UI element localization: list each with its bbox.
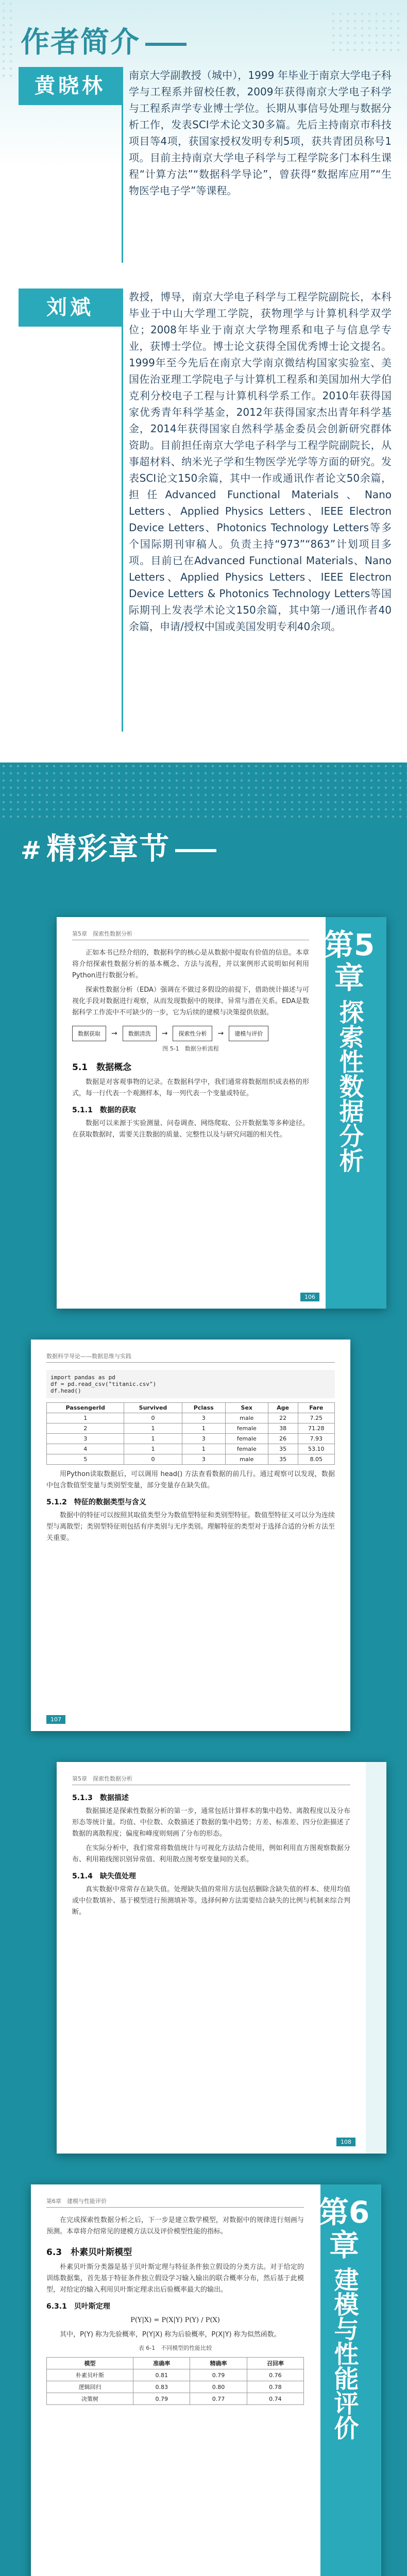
code-block: import pandas as pd df = pd.read_csv("titanic.csv") df.head() xyxy=(46,1370,335,1398)
arrow-right-icon: → xyxy=(161,1029,168,1038)
paragraph: 数据描述是探索性数据分析的第一步，通常包括计算样本的集中趋势、离散程度以及分布形态等统计量。均值、中位数、众数描述了数据的集中趋势；方差、标准差、四分位距描述了数据的离散程度；偏度和峰度则刻画了分布的形态。 xyxy=(72,1807,350,1838)
running-head: 第5章 探索性数据分析 xyxy=(72,1772,350,1785)
table-caption: 表 6-1 不同模型的性能比较 xyxy=(138,2345,212,2351)
paragraph: 数据中的特征可以按照其取值类型分为数值型特征和类别型特征。数值型特征又可以分为连续型与离散型；类别型特征则包括有序类别与无序类别。理解特征的类型对于选择合适的分析方法至关重要。 xyxy=(46,1512,335,1542)
column-header: 模型 xyxy=(47,2358,133,2369)
sample-chapter-section xyxy=(0,762,407,2576)
table-row: 决策树 0.79 0.77 0.74 xyxy=(47,2393,304,2405)
arrow-right-icon: → xyxy=(217,1029,224,1038)
section-heading: 5.1 数据概念 xyxy=(72,1062,132,1073)
decor-dots xyxy=(0,0,15,77)
page-1-body xyxy=(72,927,309,1144)
table-row: 5 0 3 male 35 8.05 xyxy=(47,1454,335,1465)
book-page-3 xyxy=(57,1762,386,2154)
arrow-right-icon: → xyxy=(111,1029,117,1038)
page-number: 106 xyxy=(300,1293,319,1301)
paragraph: 探索性数据分析（EDA）强调在不做过多假设的前提下，借助统计描述与可视化手段对数据进行观察，从而发现数据中的规律、异常与潜在关系。EDA是数据科学工作流中不可缺少的一步，它为后续的建模与决策提供依据。 xyxy=(72,986,309,1016)
column-header: Sex xyxy=(225,1403,268,1413)
table-header-row xyxy=(47,1403,335,1413)
subsection-heading: 5.1.4 缺失值处理 xyxy=(72,1872,136,1880)
section-heading: 6.3 朴素贝叶斯模型 xyxy=(46,2247,132,2258)
formula: P(Y|X) = P(X|Y) P(Y) / P(X) xyxy=(130,2316,220,2324)
flow-step: 数据获取 xyxy=(72,1026,106,1041)
paragraph: 正如本书已经介绍的，数据科学的核心是从数据中提取有价值的信息。本章将介绍探索性数据分析的基本概念、方法与流程，并以案例形式说明如何利用Python进行数据分析。 xyxy=(72,949,309,979)
column-header: 准确率 xyxy=(133,2358,190,2369)
column-header: Age xyxy=(268,1403,298,1413)
decor-dots xyxy=(0,762,407,819)
bio-divider xyxy=(122,289,123,732)
table-row: 朴素贝叶斯 0.81 0.79 0.76 xyxy=(47,2369,304,2381)
table-row: 1 0 3 male 22 7.25 xyxy=(47,1413,335,1423)
table-row: 逻辑回归 0.83 0.80 0.78 xyxy=(47,2381,304,2393)
table-header-row xyxy=(47,2358,304,2369)
subsection-heading: 5.1.2 特征的数据类型与含义 xyxy=(46,1498,146,1506)
page-3-body xyxy=(72,1772,350,1921)
column-header: Survived xyxy=(124,1403,182,1413)
author-bio-2: 教授，博导，南京大学电子科学与工程学院副院长，本科毕业于中山大学理工学院，获物理学与计算机科学双学位；2008年毕业于南京大学物理系和电子与信息学专业，获博士学位。博士论文获得全国优秀博士论文提名。1999年至今先后在南京大学南京微结构国家实验室、美国佐治亚理工学院电子与计算机工程系和美国加州大学伯克利分校电子工程与计算机科学系工作。2010年获得国家优秀青年科学基金，2012年获得国家杰出青年科学基金，2014年获得国家自然科学基金委员会创新研究群体资助。目前担任南京大学电子科学与工程学院副院长，从事超材料、纳米光子学和生物医学光学等方面的研究。发表SCI论文150余篇，其中一作或通讯作者论文50余篇，担任Advanced Functional Materials、Nano Letters、Applied Physics Letters、IEEE Electron Device Letters、Photonics Technology Letters等多个国际期刊审稿人。负责主持“973”“863”计划项目多项。目前已在Advanced Functional Materials、Nano Letters、Applied Physics Letters、IEEE Electron Device Letters & Photonics Technology Letters等国际期刊上发表学术论文150余篇，其中第一/通讯作者40余篇，申请/授权中国或美国发明专利40余项。 xyxy=(129,291,392,633)
hash-icon: # xyxy=(21,836,43,865)
running-head: 数据科学导论——数据思维与实践 xyxy=(46,1350,335,1363)
author-name-1: 黄晓林 xyxy=(19,67,122,105)
flow-step: 数据清洗 xyxy=(123,1026,157,1041)
flow-step: 探索性分析 xyxy=(173,1026,212,1041)
subsection-heading: 6.3.1 贝叶斯定理 xyxy=(46,2302,110,2311)
running-head: 第6章 建模与性能评价 xyxy=(46,2195,304,2208)
running-head: 第5章 探索性数据分析 xyxy=(72,927,309,940)
page-edge-tab xyxy=(366,1762,386,2154)
paragraph: 数据可以来源于实验测量、问卷调查、网络爬取、公开数据集等多种途径。在获取数据时，需要关注数据的质量、完整性以及与研究问题的相关性。 xyxy=(72,1120,309,1139)
column-header: Fare xyxy=(298,1403,334,1413)
author-bio-1: 南京大学副教授（城中），1999 年毕业于南京大学电子科学与工程系并留校任教，2009年获得南京大学电子科学与工程系声学专业博士学位。长期从事信号处理与数据分析工作，发表SCI学术论文30多篇。先后主持南京市科技项目等4项，获国家授权发明专利5项，获共青团员称号1项。目前主持南京大学电子科学与工程学院多门本科生课程“计算方法”“数据科学导论”，曾获得“数据库应用”“生物医学电子学”等课程。 xyxy=(129,69,392,197)
column-header: PassengerId xyxy=(47,1403,124,1413)
book-page-4 xyxy=(31,2184,381,2576)
figure-caption: 图 5-1 数据分析流程 xyxy=(162,1045,219,1052)
decor-dots xyxy=(330,10,402,52)
paragraph: 真实数据中常常存在缺失值。处理缺失值的常用方法包括删除含缺失值的样本、使用均值或中位数填补、基于模型进行预测填补等。选择何种方法需要结合缺失的比例与机制来综合判断。 xyxy=(72,1886,350,1916)
bio-divider xyxy=(122,67,123,263)
sample-section-title: # 精彩章节 xyxy=(21,824,216,868)
book-page-2 xyxy=(31,1340,350,1731)
paragraph: 朴素贝叶斯分类器是基于贝叶斯定理与特征条件独立假设的分类方法。对于给定的训练数据集，首先基于特征条件独立假设学习输入输出的联合概率分布，然后基于此模型，对给定的输入利用贝叶斯定理求出后验概率最大的输出。 xyxy=(46,2263,304,2294)
flow-diagram xyxy=(72,1026,309,1041)
chapter-5-title: 第5章 探索性数据分析 xyxy=(324,927,375,1173)
column-header: 精确率 xyxy=(190,2358,247,2369)
paragraph: 数据是对客观事物的记录。在数据科学中，我们通常将数据组织成表格的形式，每一行代表一个观测样本，每一列代表一个变量或特征。 xyxy=(72,1078,309,1097)
page-number: 108 xyxy=(336,2138,355,2146)
table-row: 2 1 1 female 38 71.28 xyxy=(47,1423,335,1434)
author-section xyxy=(0,0,407,762)
subsection-heading: 5.1.3 数据描述 xyxy=(72,1794,129,1802)
table-row: 4 1 1 female 35 53.10 xyxy=(47,1444,335,1454)
author-name-2: 刘斌 xyxy=(19,289,122,327)
book-page-1 xyxy=(57,917,386,1309)
table-row: 3 1 3 female 26 7.93 xyxy=(47,1434,335,1444)
paragraph: 在完成探索性数据分析之后，下一步是建立数学模型，对数据中的规律进行刻画与预测。本章将介绍常见的建模方法以及评价模型性能的指标。 xyxy=(46,2216,304,2235)
page-4-body xyxy=(46,2195,304,2409)
paragraph: 用Python读取数据后，可以调用 head() 方法查看数据的前几行。通过观察可以发现，数据中包含数值型变量与类别型变量，部分变量存在缺失值。 xyxy=(46,1470,335,1489)
author-section-title: 作者简介 xyxy=(21,20,186,61)
paragraph: 其中，P(Y) 称为先验概率，P(Y|X) 称为后验概率，P(X|Y) 称为似然函数。 xyxy=(60,2331,281,2338)
chapter-6-title: 第6章 建模与性能评价 xyxy=(318,2195,370,2440)
paragraph: 在实际分析中，我们常常将数值统计与可视化方法结合使用，例如利用直方图观察数据分布、利用箱线图识别异常值、利用散点图考察变量间的关系。 xyxy=(72,1844,350,1863)
page-number: 107 xyxy=(46,1715,65,1724)
subsection-heading: 5.1.1 数据的获取 xyxy=(72,1106,136,1114)
data-table xyxy=(46,1402,335,1465)
column-header: Pclass xyxy=(182,1403,225,1413)
page-2-body xyxy=(46,1350,335,1547)
column-header: 召回率 xyxy=(247,2358,303,2369)
performance-table xyxy=(46,2357,304,2405)
flow-step: 建模与评价 xyxy=(229,1026,268,1041)
